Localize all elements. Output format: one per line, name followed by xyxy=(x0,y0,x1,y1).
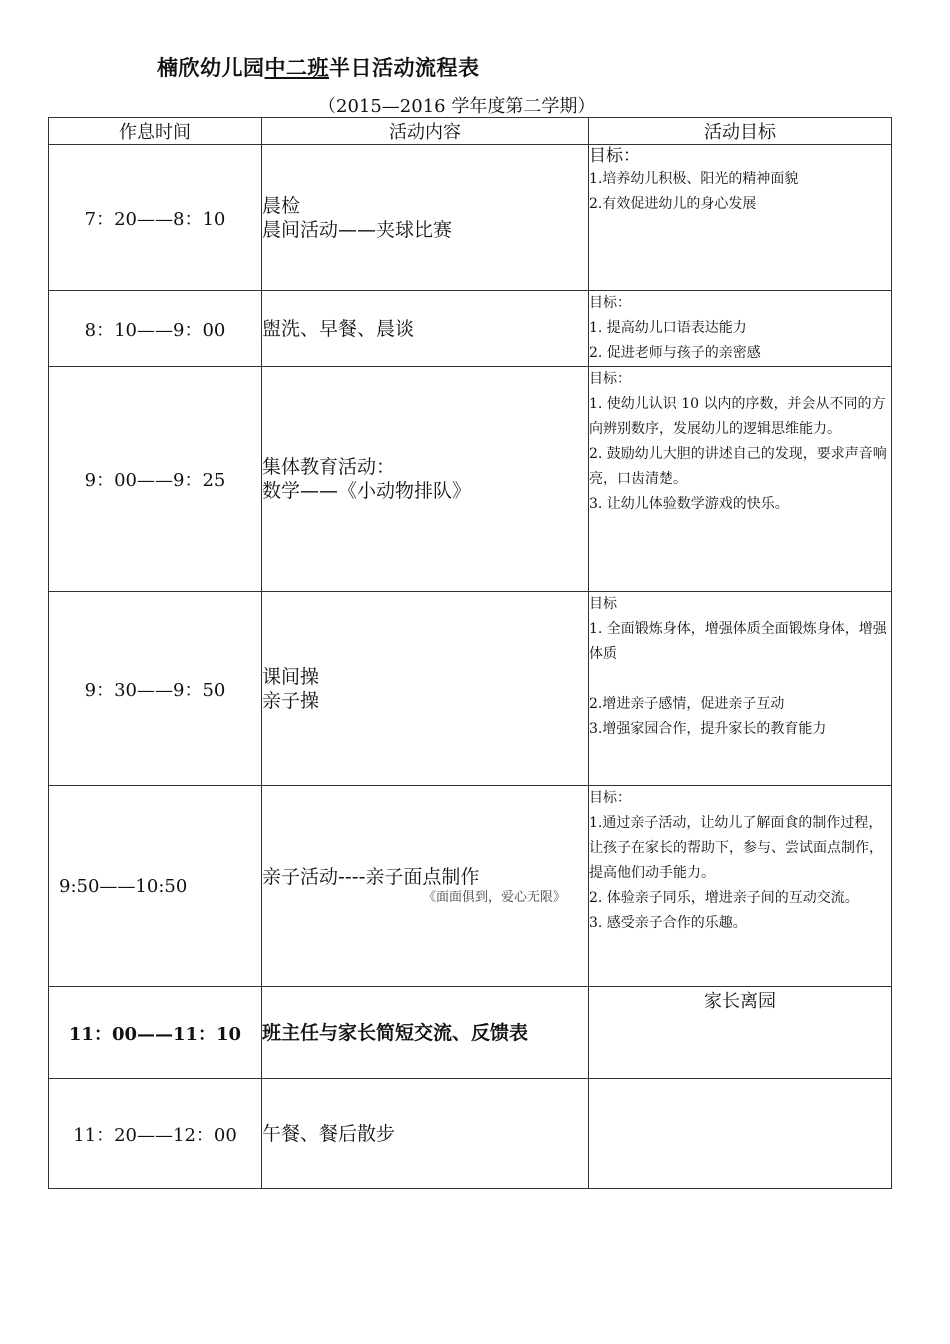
table-row xyxy=(49,786,892,987)
goal-cell xyxy=(589,987,892,1079)
content-line: 数学——《小动物排队》 xyxy=(262,480,472,502)
header-row xyxy=(49,118,892,145)
goal-text: 家长离园 xyxy=(704,991,776,1012)
goal-cell xyxy=(589,592,892,786)
content-line: 班主任与家长简短交流、反馈表 xyxy=(262,1021,529,1044)
goal-item: 3.增强家园合作，提升家长的教育能力 xyxy=(589,721,827,737)
content-cell xyxy=(262,291,589,367)
goal-item-blank xyxy=(589,667,891,692)
time-cell: 9:50——10:50 xyxy=(49,786,262,987)
time-cell: 11：00——11：10 xyxy=(49,987,262,1079)
goal-item: 2. 鼓励幼儿大胆的讲述自己的发现，要求声音响亮，口齿清楚。 xyxy=(589,446,887,487)
table-row xyxy=(49,592,892,786)
content-line: 课间操 xyxy=(262,665,320,688)
title-suffix: 半日活动流程表 xyxy=(329,56,480,80)
goal-heading: 目标： xyxy=(589,146,640,166)
goal-heading: 目标： xyxy=(589,790,631,806)
content-cell xyxy=(262,367,589,592)
table-row xyxy=(49,987,892,1079)
schedule-table xyxy=(48,117,892,1189)
table-row xyxy=(49,145,892,291)
goal-heading: 目标： xyxy=(589,371,631,387)
content-cell xyxy=(262,786,589,987)
goal-item: 2. 促进老师与孩子的亲密感 xyxy=(589,345,761,361)
time-cell: 9：00——9：25 xyxy=(49,367,262,592)
goal-item: 1. 全面锻炼身体，增强体质全面锻炼身体，增强体质 xyxy=(589,621,887,662)
goal-item: 2. 体验亲子同乐，增进亲子间的互动交流。 xyxy=(589,890,859,906)
time-cell: 9：30——9：50 xyxy=(49,592,262,786)
table-row xyxy=(49,367,892,592)
goal-item: 2.增进亲子感情，促进亲子互动 xyxy=(589,696,785,712)
content-line: 亲子活动----亲子面点制作 xyxy=(262,866,480,888)
header-time: 作息时间 xyxy=(49,118,262,145)
content-line: 晨检 xyxy=(262,194,301,217)
content-note: 《面面俱到，爱心无限》 xyxy=(422,890,566,905)
time-cell: 11：20——12：00 xyxy=(49,1079,262,1189)
goal-item: 1.通过亲子活动，让幼儿了解面食的制作过程，让孩子在家长的帮助下，参与、尝试面点制作，提高他们动手能力。 xyxy=(589,815,883,881)
title-prefix: 楠欣幼儿园 xyxy=(157,56,265,80)
goal-cell xyxy=(589,367,892,592)
goal-item: 2.有效促进幼儿的身心发展 xyxy=(589,196,757,212)
content-cell xyxy=(262,1079,589,1189)
goal-item: 1. 使幼儿认识 10 以内的序数，并会从不同的方向辨别数序，发展幼儿的逻辑思维能力。 xyxy=(589,396,886,437)
goal-cell xyxy=(589,786,892,987)
content-cell xyxy=(262,145,589,291)
goal-cell xyxy=(589,291,892,367)
header-goal: 活动目标 xyxy=(589,118,892,145)
time-cell: 7：20——8：10 xyxy=(49,145,262,291)
goal-item: 3. 让幼儿体验数学游戏的快乐。 xyxy=(589,496,789,512)
content-line: 晨间活动——夹球比赛 xyxy=(262,218,453,241)
goal-item: 3. 感受亲子合作的乐趣。 xyxy=(589,915,747,931)
content-cell xyxy=(262,987,589,1079)
header-content: 活动内容 xyxy=(262,118,589,145)
goal-item: 1. 提高幼儿口语表达能力 xyxy=(589,320,747,336)
goal-item: 1.培养幼儿积极、阳光的精神面貌 xyxy=(589,171,799,187)
title-class: 中二班 xyxy=(264,56,329,80)
content-line: 亲子操 xyxy=(262,689,320,712)
content-cell xyxy=(262,592,589,786)
content-line: 盥洗、早餐、晨谈 xyxy=(262,317,415,340)
document-subtitle: （2015—2016 学年度第二学期） xyxy=(318,96,596,117)
goal-heading: 目标： xyxy=(589,295,631,311)
content-line: 午餐、餐后散步 xyxy=(262,1122,396,1145)
table-row xyxy=(49,1079,892,1189)
goal-cell xyxy=(589,145,892,291)
goal-cell-empty xyxy=(589,1079,892,1189)
goal-heading: 目标 xyxy=(589,596,617,612)
document-title xyxy=(157,52,480,82)
time-cell: 8：10——9：00 xyxy=(49,291,262,367)
content-line: 集体教育活动： xyxy=(262,456,396,478)
table-row xyxy=(49,291,892,367)
